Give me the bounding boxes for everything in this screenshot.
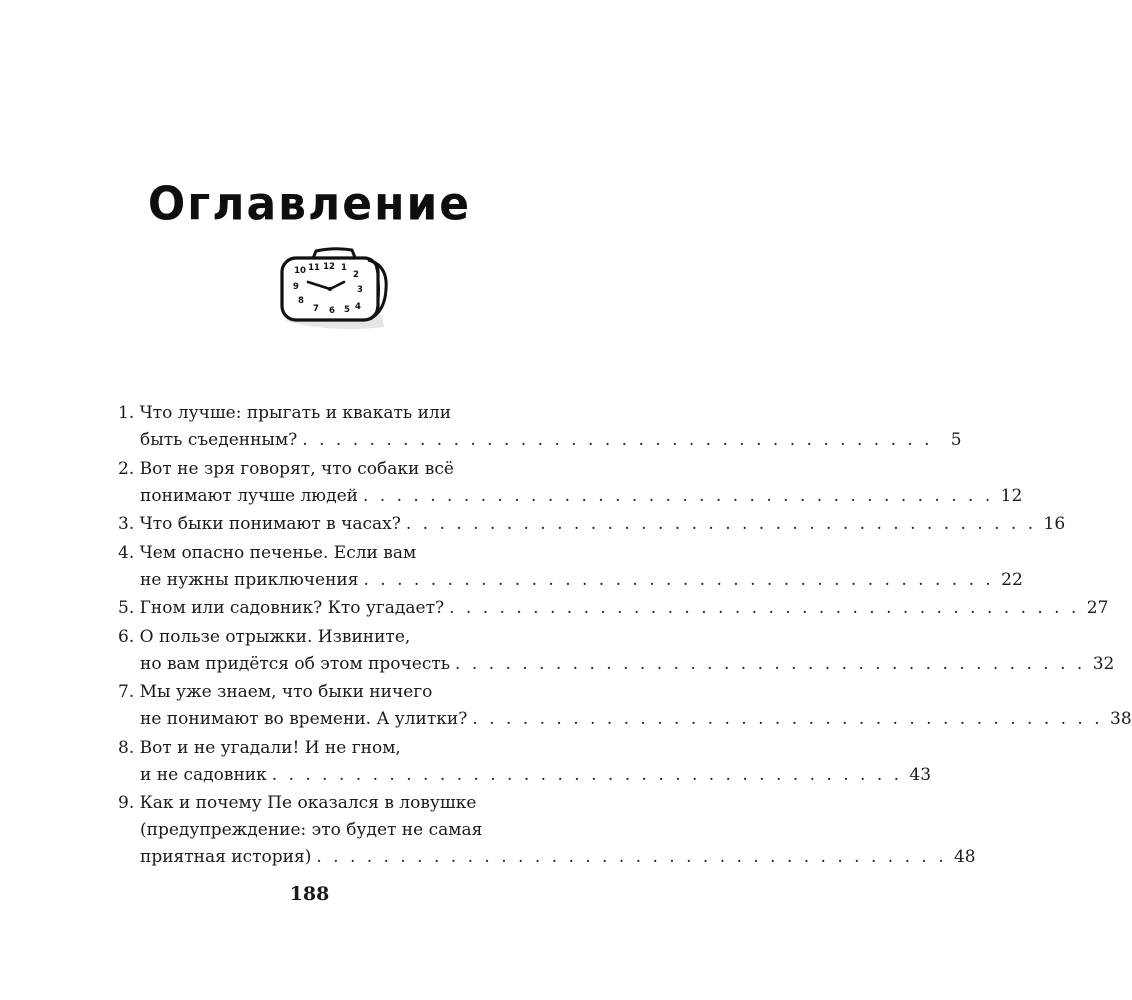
toc-entry[interactable] [118,595,1109,622]
toc-page-number: 22 [1001,569,1023,590]
toc-entry[interactable] [118,456,1023,510]
toc-entry-title: 5. Гном или садовник? Кто угадает? [118,598,445,618]
clock-numeral: 3 [357,285,363,295]
toc-entry-title: не нужны приключения [140,569,359,590]
toc-entry[interactable] [118,540,1023,594]
toc-entry[interactable] [118,735,932,789]
alarm-clock-icon [272,245,400,335]
toc-entry[interactable] [118,624,1115,678]
page-title: Оглавление [147,178,472,232]
clock-numeral: 9 [293,282,299,292]
toc-entry-title: приятная история) [140,847,312,867]
clock-numeral: 7 [313,304,319,314]
dot-leader: . . . . . . . . . . . . . . . . . . . . . . . . . . . . . . . . . . . . . . [363,569,994,590]
toc-entry-title: понимают лучше людей [140,485,358,506]
toc-entry-title: и не садовник [140,764,267,785]
toc-entry[interactable] [118,679,1132,733]
dot-leader: . . . . . . . . . . . . . . . . . . . . . . . . . . . . . . . . . . . . . . [302,430,933,450]
toc-entry[interactable] [118,400,962,454]
toc-entry-title: 7. Мы уже знаем, что быки ничего [118,682,433,702]
toc-entry[interactable] [118,790,976,871]
toc-entry-title: 3. Что быки понимают в часах? [118,514,401,534]
toc-page-number: 32 [1092,653,1115,674]
toc-entry[interactable] [118,511,1066,538]
clock-numeral: 1 [341,263,347,273]
toc-entry-title: 2. Вот не зря говорят, что собаки всё [118,458,454,479]
toc-page-number: 16 [1043,514,1066,534]
clock-numeral: 2 [353,270,359,280]
toc-entry-title: 9. Как и почему Пе оказался в ловушке [118,793,477,813]
clock-numeral: 12 [323,262,335,272]
dot-leader: . . . . . . . . . . . . . . . . . . . . . . . . . . . . . . . . . . . . . . [449,598,1080,618]
table-of-contents [118,400,1132,873]
toc-page-number: 5 [950,430,962,450]
toc-entry-title: (предупреждение: это будет не самая [140,820,483,840]
toc-page-number: 38 [1110,709,1132,729]
clock-numeral: 6 [329,306,335,316]
toc-page-number: 43 [909,764,932,785]
toc-entry-title: 1. Что лучше: прыгать и квакать или [118,403,452,423]
toc-page-number: 48 [953,847,976,867]
toc-entry-title: но вам придётся об этом прочесть [140,653,451,674]
dot-leader: . . . . . . . . . . . . . . . . . . . . . . . . . . . . . . . . . . . . . . [405,514,1037,534]
clock-numeral: 4 [355,302,361,312]
dot-leader: . . . . . . . . . . . . . . . . . . . . . . . . . . . . . . . . . . . . . . [455,653,1086,674]
toc-page-number: 12 [1000,485,1023,506]
toc-page-number: 27 [1086,598,1109,618]
clock-numeral: 5 [344,305,350,315]
clock-numeral: 11 [308,263,320,273]
toc-entry-title: 6. О пользе отрыжки. Извините, [118,626,411,647]
clock-numeral: 8 [298,296,304,306]
dot-leader: . . . . . . . . . . . . . . . . . . . . . . . . . . . . . . . . . . . . . . [271,764,903,785]
toc-entry-title: 8. Вот и не угадали! И не гном, [118,737,401,758]
clock-numeral: 10 [294,266,306,276]
toc-entry-title: 4. Чем опасно печенье. Если вам [118,542,417,563]
dot-leader: . . . . . . . . . . . . . . . . . . . . . . . . . . . . . . . . . . . . . . [472,709,1103,729]
toc-entry-title: быть съеденным? [140,430,298,450]
toc-entry-title: не понимают во времени. А улитки? [140,709,468,729]
dot-leader: . . . . . . . . . . . . . . . . . . . . . . . . . . . . . . . . . . . . . . [362,485,994,506]
page-number: 188 [289,883,330,905]
dot-leader: . . . . . . . . . . . . . . . . . . . . . . . . . . . . . . . . . . . . . . [316,847,947,867]
